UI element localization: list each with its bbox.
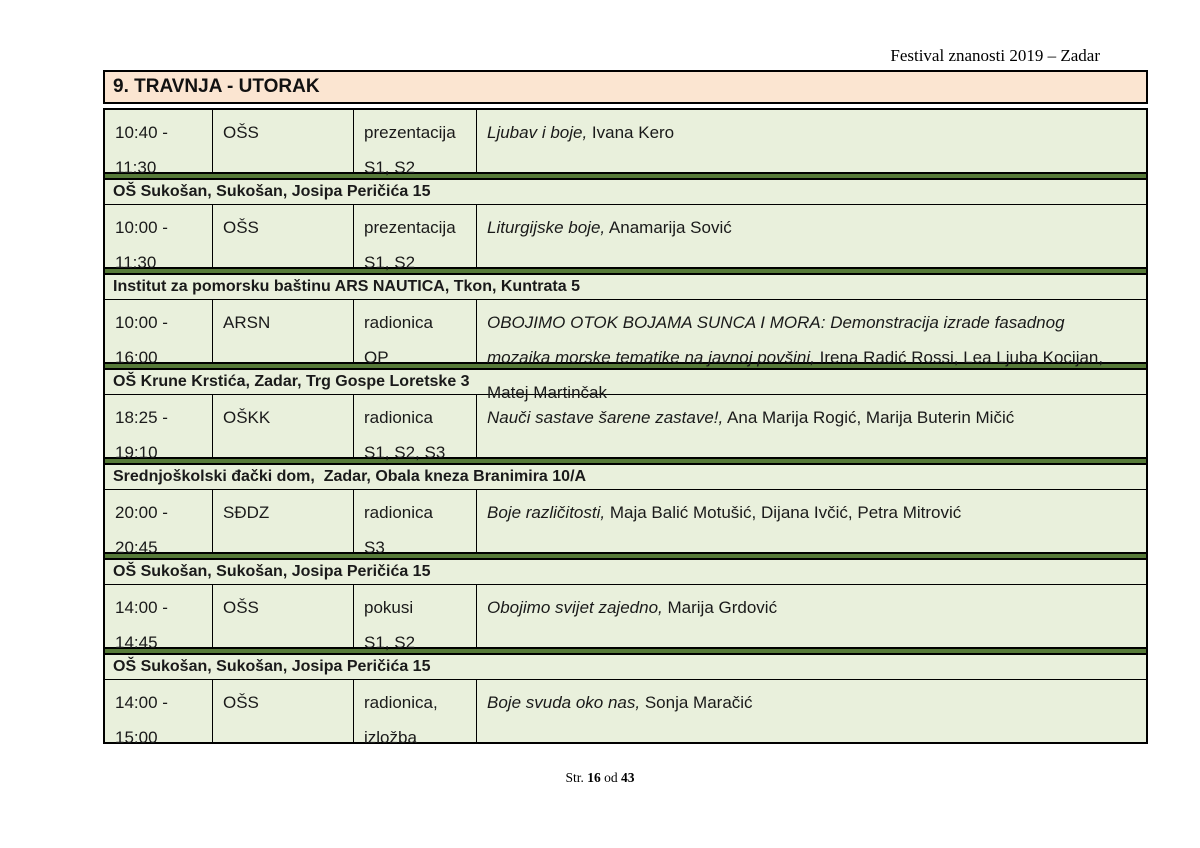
event-time-cell — [105, 205, 213, 272]
event-kind-cell — [354, 680, 477, 747]
event-kind: radionica — [364, 313, 433, 332]
event-people: Anamarija Sović — [608, 218, 732, 237]
event-time-cell — [105, 300, 213, 367]
event-kind-cell — [354, 110, 477, 177]
event-kind: pokusi — [364, 598, 414, 617]
event-org-cell: OŠS — [213, 680, 354, 742]
event-time-cell — [105, 585, 213, 652]
event-time-cell — [105, 490, 213, 557]
event-time-cell — [105, 395, 213, 462]
event-org-cell: ARSN — [213, 300, 354, 362]
event-kind: prezentacija — [364, 123, 456, 142]
event-kind-cell — [354, 395, 477, 462]
event-time-cell — [105, 680, 213, 747]
event-kind: prezentacija — [364, 218, 456, 237]
event-desc-cell — [477, 205, 1146, 267]
event-people: Marija Grdović — [667, 598, 778, 617]
event-title: Boje svuda oko nas, — [487, 693, 641, 712]
event-people: Sonja Maračić — [644, 693, 753, 712]
event-org-cell: OŠS — [213, 110, 354, 172]
footer-page-number: 16 — [587, 770, 601, 785]
event-kind-cell — [354, 205, 477, 272]
event-kind: radionica, — [364, 693, 438, 712]
event-title: Ljubav i boje, — [487, 123, 588, 142]
event-kind: radionica — [364, 503, 433, 522]
time-end: 11:30 — [115, 253, 157, 272]
event-people: Maja Balić Motušić, Dijana Ivčić, Petra Mitrović — [609, 503, 962, 522]
event-audience: S1, S2 — [364, 633, 416, 652]
event-desc-cell — [477, 395, 1146, 457]
event-org-cell: SĐDZ — [213, 490, 354, 552]
time-start: 10:00 - — [115, 218, 168, 237]
location-header: OŠ Sukošan, Sukošan, Josipa Peričića 15 — [105, 560, 1146, 585]
event-title: Boje različitosti, — [487, 503, 606, 522]
event-row — [105, 680, 1146, 747]
day-title: 9. TRAVNJA - UTORAK — [113, 76, 320, 97]
schedule-page — [103, 70, 1148, 747]
time-start: 10:40 - — [115, 123, 168, 142]
event-audience: S1, S2, S3 — [364, 443, 446, 462]
event-audience: izložba — [364, 728, 417, 747]
section-divider — [105, 647, 1146, 655]
event-row — [105, 585, 1146, 652]
location-header: OŠ Sukošan, Sukošan, Josipa Peričića 15 — [105, 180, 1146, 205]
document-header — [0, 0, 1200, 66]
event-desc-cell — [477, 110, 1146, 172]
time-start: 14:00 - — [115, 598, 168, 617]
event-audience: S1, S2 — [364, 158, 416, 177]
event-org-cell: OŠS — [213, 205, 354, 267]
time-start: 14:00 - — [115, 693, 168, 712]
time-start: 10:00 - — [115, 313, 168, 332]
event-org-cell: OŠS — [213, 585, 354, 647]
event-desc-cell — [477, 585, 1146, 647]
time-start: 18:25 - — [115, 408, 168, 427]
event-title: Obojimo svijet zajedno, — [487, 598, 663, 617]
event-kind: radionica — [364, 408, 433, 427]
event-time-cell — [105, 110, 213, 177]
event-title: Nauči sastave šarene zastave!, — [487, 408, 724, 427]
event-audience: S1, S2 — [364, 253, 416, 272]
event-row — [105, 395, 1146, 462]
event-people: Ana Marija Rogić, Marija Buterin Mičić — [727, 408, 1015, 427]
location-header: Srednjoškolski đački dom, Zadar, Obala kneza Branimira 10/A — [105, 465, 1146, 490]
day-title-bar — [103, 70, 1148, 104]
event-desc-cell — [477, 490, 1146, 552]
footer-total-pages: 43 — [621, 770, 635, 785]
time-end: 19:10 — [115, 443, 158, 462]
event-kind-cell — [354, 300, 477, 367]
time-end: 11:30 — [115, 158, 157, 177]
section-divider — [105, 267, 1146, 275]
time-end: 15:00 — [115, 728, 158, 747]
event-row — [105, 490, 1146, 557]
event-people: Irena Radić Rossi, Lea Ljuba Kocijan, Matej Martinčak — [487, 348, 1104, 402]
event-org-cell: OŠKK — [213, 395, 354, 457]
time-start: 20:00 - — [115, 503, 168, 522]
event-title: OBOJIMO OTOK BOJAMA SUNCA I MORA: Demonstracija izrade fasadnog mozaika morske tematike na javnoj povšini, — [487, 313, 1065, 367]
event-audience: OP — [364, 348, 389, 367]
section-divider — [105, 172, 1146, 180]
event-kind-cell — [354, 490, 477, 557]
time-end: 14:45 — [115, 633, 158, 652]
event-desc-cell — [477, 300, 1146, 402]
section-divider — [105, 552, 1146, 560]
schedule-table — [103, 108, 1148, 747]
event-people: Ivana Kero — [591, 123, 675, 142]
event-row — [105, 205, 1146, 272]
section-divider — [105, 457, 1146, 465]
event-desc-cell — [477, 680, 1146, 742]
event-kind-cell — [354, 585, 477, 652]
event-row — [105, 110, 1146, 177]
event-title: Liturgijske boje, — [487, 218, 606, 237]
location-header: OŠ Krune Krstića, Zadar, Trg Gospe Loretske 3 — [105, 370, 1146, 395]
location-header: Institut za pomorsku baštinu ARS NAUTICA, Tkon, Kuntrata 5 — [105, 275, 1146, 300]
page-footer — [0, 770, 1200, 786]
document-header-text: Festival znanosti 2019 – Zadar — [890, 46, 1100, 65]
event-audience: S3 — [364, 538, 385, 557]
time-end: 16:00 — [115, 348, 158, 367]
footer-prefix: Str. — [565, 770, 584, 785]
time-end: 20:45 — [115, 538, 158, 557]
footer-of-word: od — [604, 770, 618, 785]
location-header: OŠ Sukošan, Sukošan, Josipa Peričića 15 — [105, 655, 1146, 680]
